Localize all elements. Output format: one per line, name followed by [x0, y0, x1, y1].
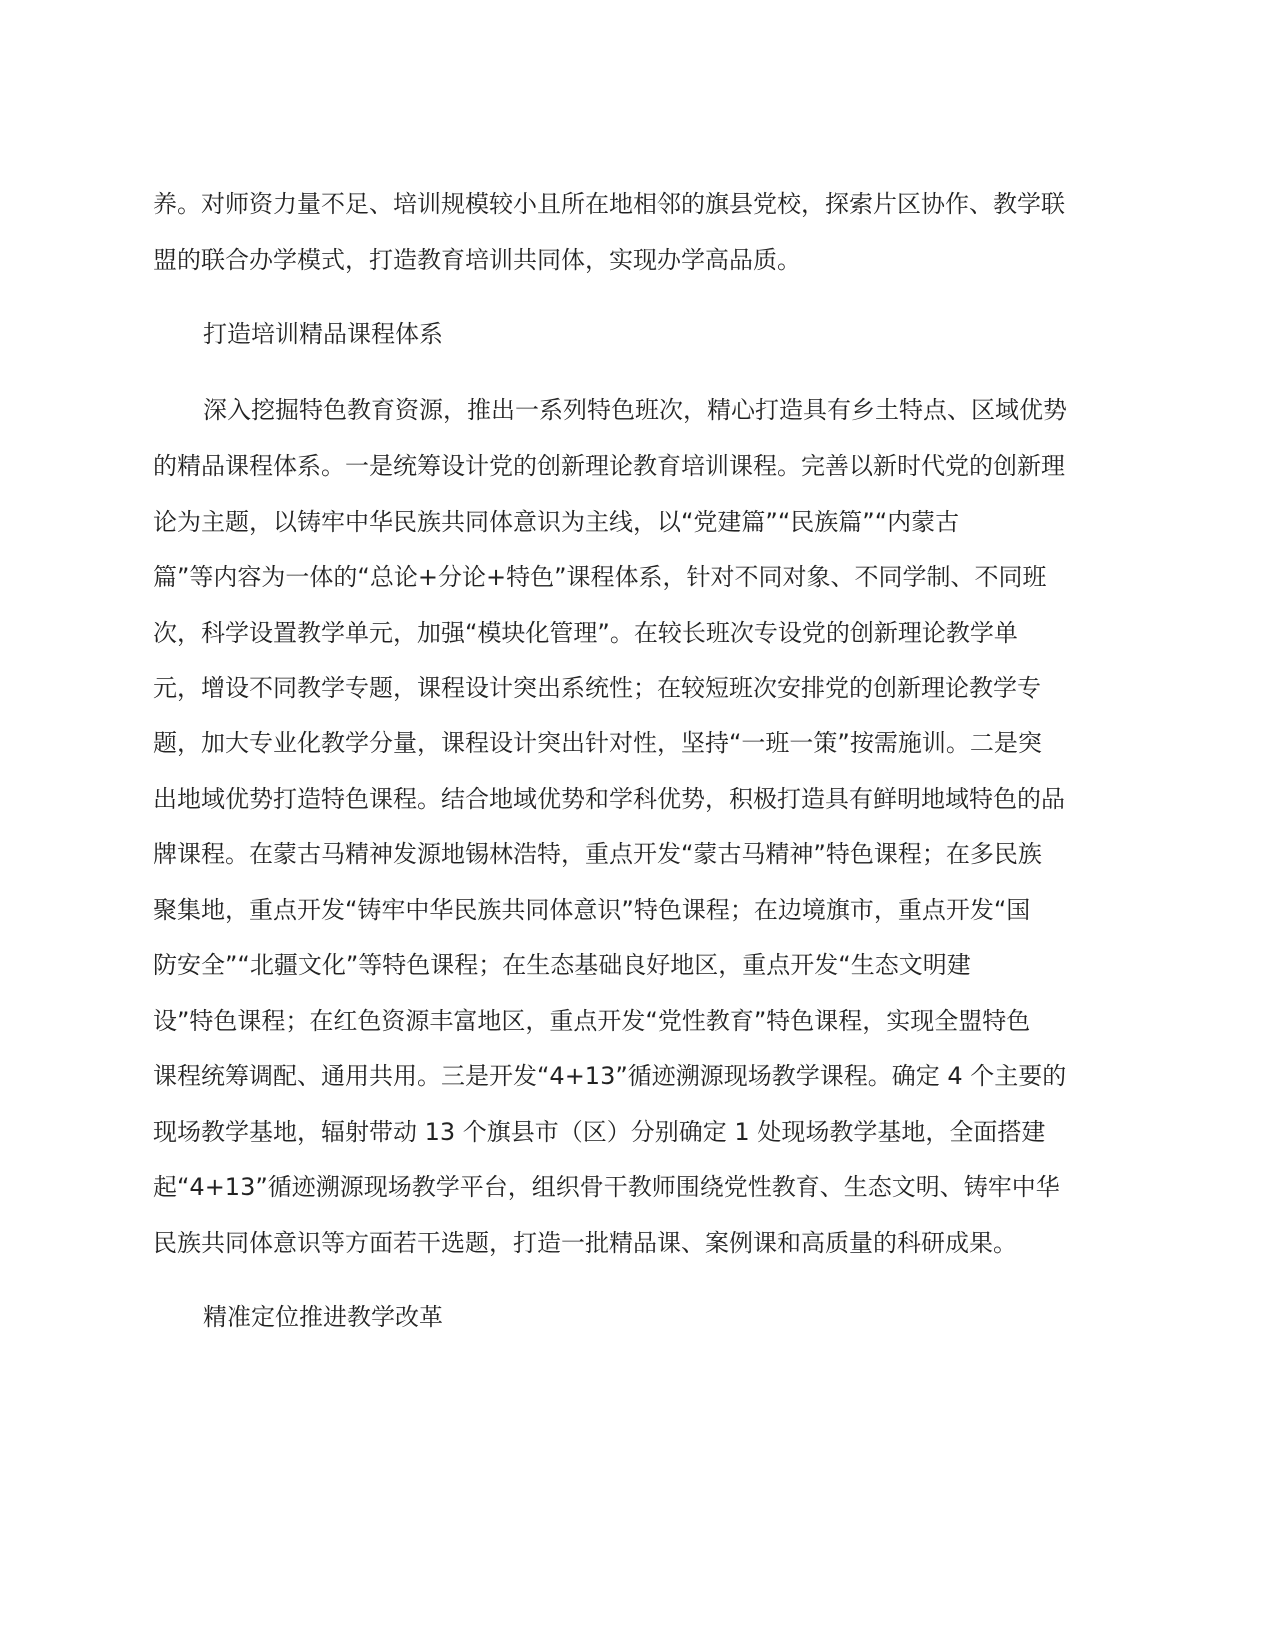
paragraph-line: 次，科学设置教学单元，加强“模块化管理”。在较长班次专设党的创新理论教学单 — [153, 619, 1018, 647]
paragraph-line: 设”特色课程；在红色资源丰富地区，重点开发“党性教育”特色课程，实现全盟特色 — [153, 1007, 1031, 1035]
paragraph-line: 起“4+13”循迹溯源现场教学平台，组织骨干教师围绕党性教育、生态文明、铸牢中华 — [153, 1173, 1060, 1201]
paragraph-line: 题，加大专业化教学分量，课程设计突出针对性，坚持“一班一策”按需施训。二是突 — [153, 729, 1042, 757]
paragraph-line: 牌课程。在蒙古马精神发源地锡林浩特，重点开发“蒙古马精神”特色课程；在多民族 — [153, 840, 1042, 868]
paragraph-line: 盟的联合办学模式，打造教育培训共同体，实现办学高品质。 — [153, 246, 801, 274]
paragraph-line: 民族共同体意识等方面若干选题，打造一批精品课、案例课和高质量的科研成果。 — [153, 1229, 1017, 1257]
paragraph-line: 篇”等内容为一体的“总论+分论+特色”课程体系，针对不同对象、不同学制、不同班 — [153, 563, 1047, 591]
section-heading: 精准定位推进教学改革 — [203, 1303, 443, 1331]
paragraph-line: 养。对师资力量不足、培训规模较小且所在地相邻的旗县党校，探索片区协作、教学联 — [153, 190, 1065, 218]
paragraph-line: 深入挖掘特色教育资源，推出一系列特色班次，精心打造具有乡土特点、区域优势 — [203, 396, 1067, 424]
paragraph-line: 的精品课程体系。一是统筹设计党的创新理论教育培训课程。完善以新时代党的创新理 — [153, 452, 1065, 480]
paragraph-line: 课程统筹调配、通用共用。三是开发“4+13”循迹溯源现场教学课程。确定 4 个主要的 — [153, 1062, 1067, 1090]
paragraph-line: 出地域优势打造特色课程。结合地域优势和学科优势，积极打造具有鲜明地域特色的品 — [153, 785, 1065, 813]
paragraph-line: 现场教学基地，辐射带动 13 个旗县市（区）分别确定 1 处现场教学基地，全面搭建 — [153, 1118, 1046, 1146]
paragraph-line: 元，增设不同教学专题，课程设计突出系统性；在较短班次安排党的创新理论教学专 — [153, 674, 1041, 702]
paragraph-line: 防安全”“北疆文化”等特色课程；在生态基础良好地区，重点开发“生态文明建 — [153, 951, 971, 979]
paragraph-line: 论为主题，以铸牢中华民族共同体意识为主线，以“党建篇”“民族篇”“内蒙古 — [153, 508, 960, 536]
paragraph-line: 聚集地，重点开发“铸牢中华民族共同体意识”特色课程；在边境旗市，重点开发“国 — [153, 896, 1031, 924]
section-heading: 打造培训精品课程体系 — [203, 320, 443, 348]
